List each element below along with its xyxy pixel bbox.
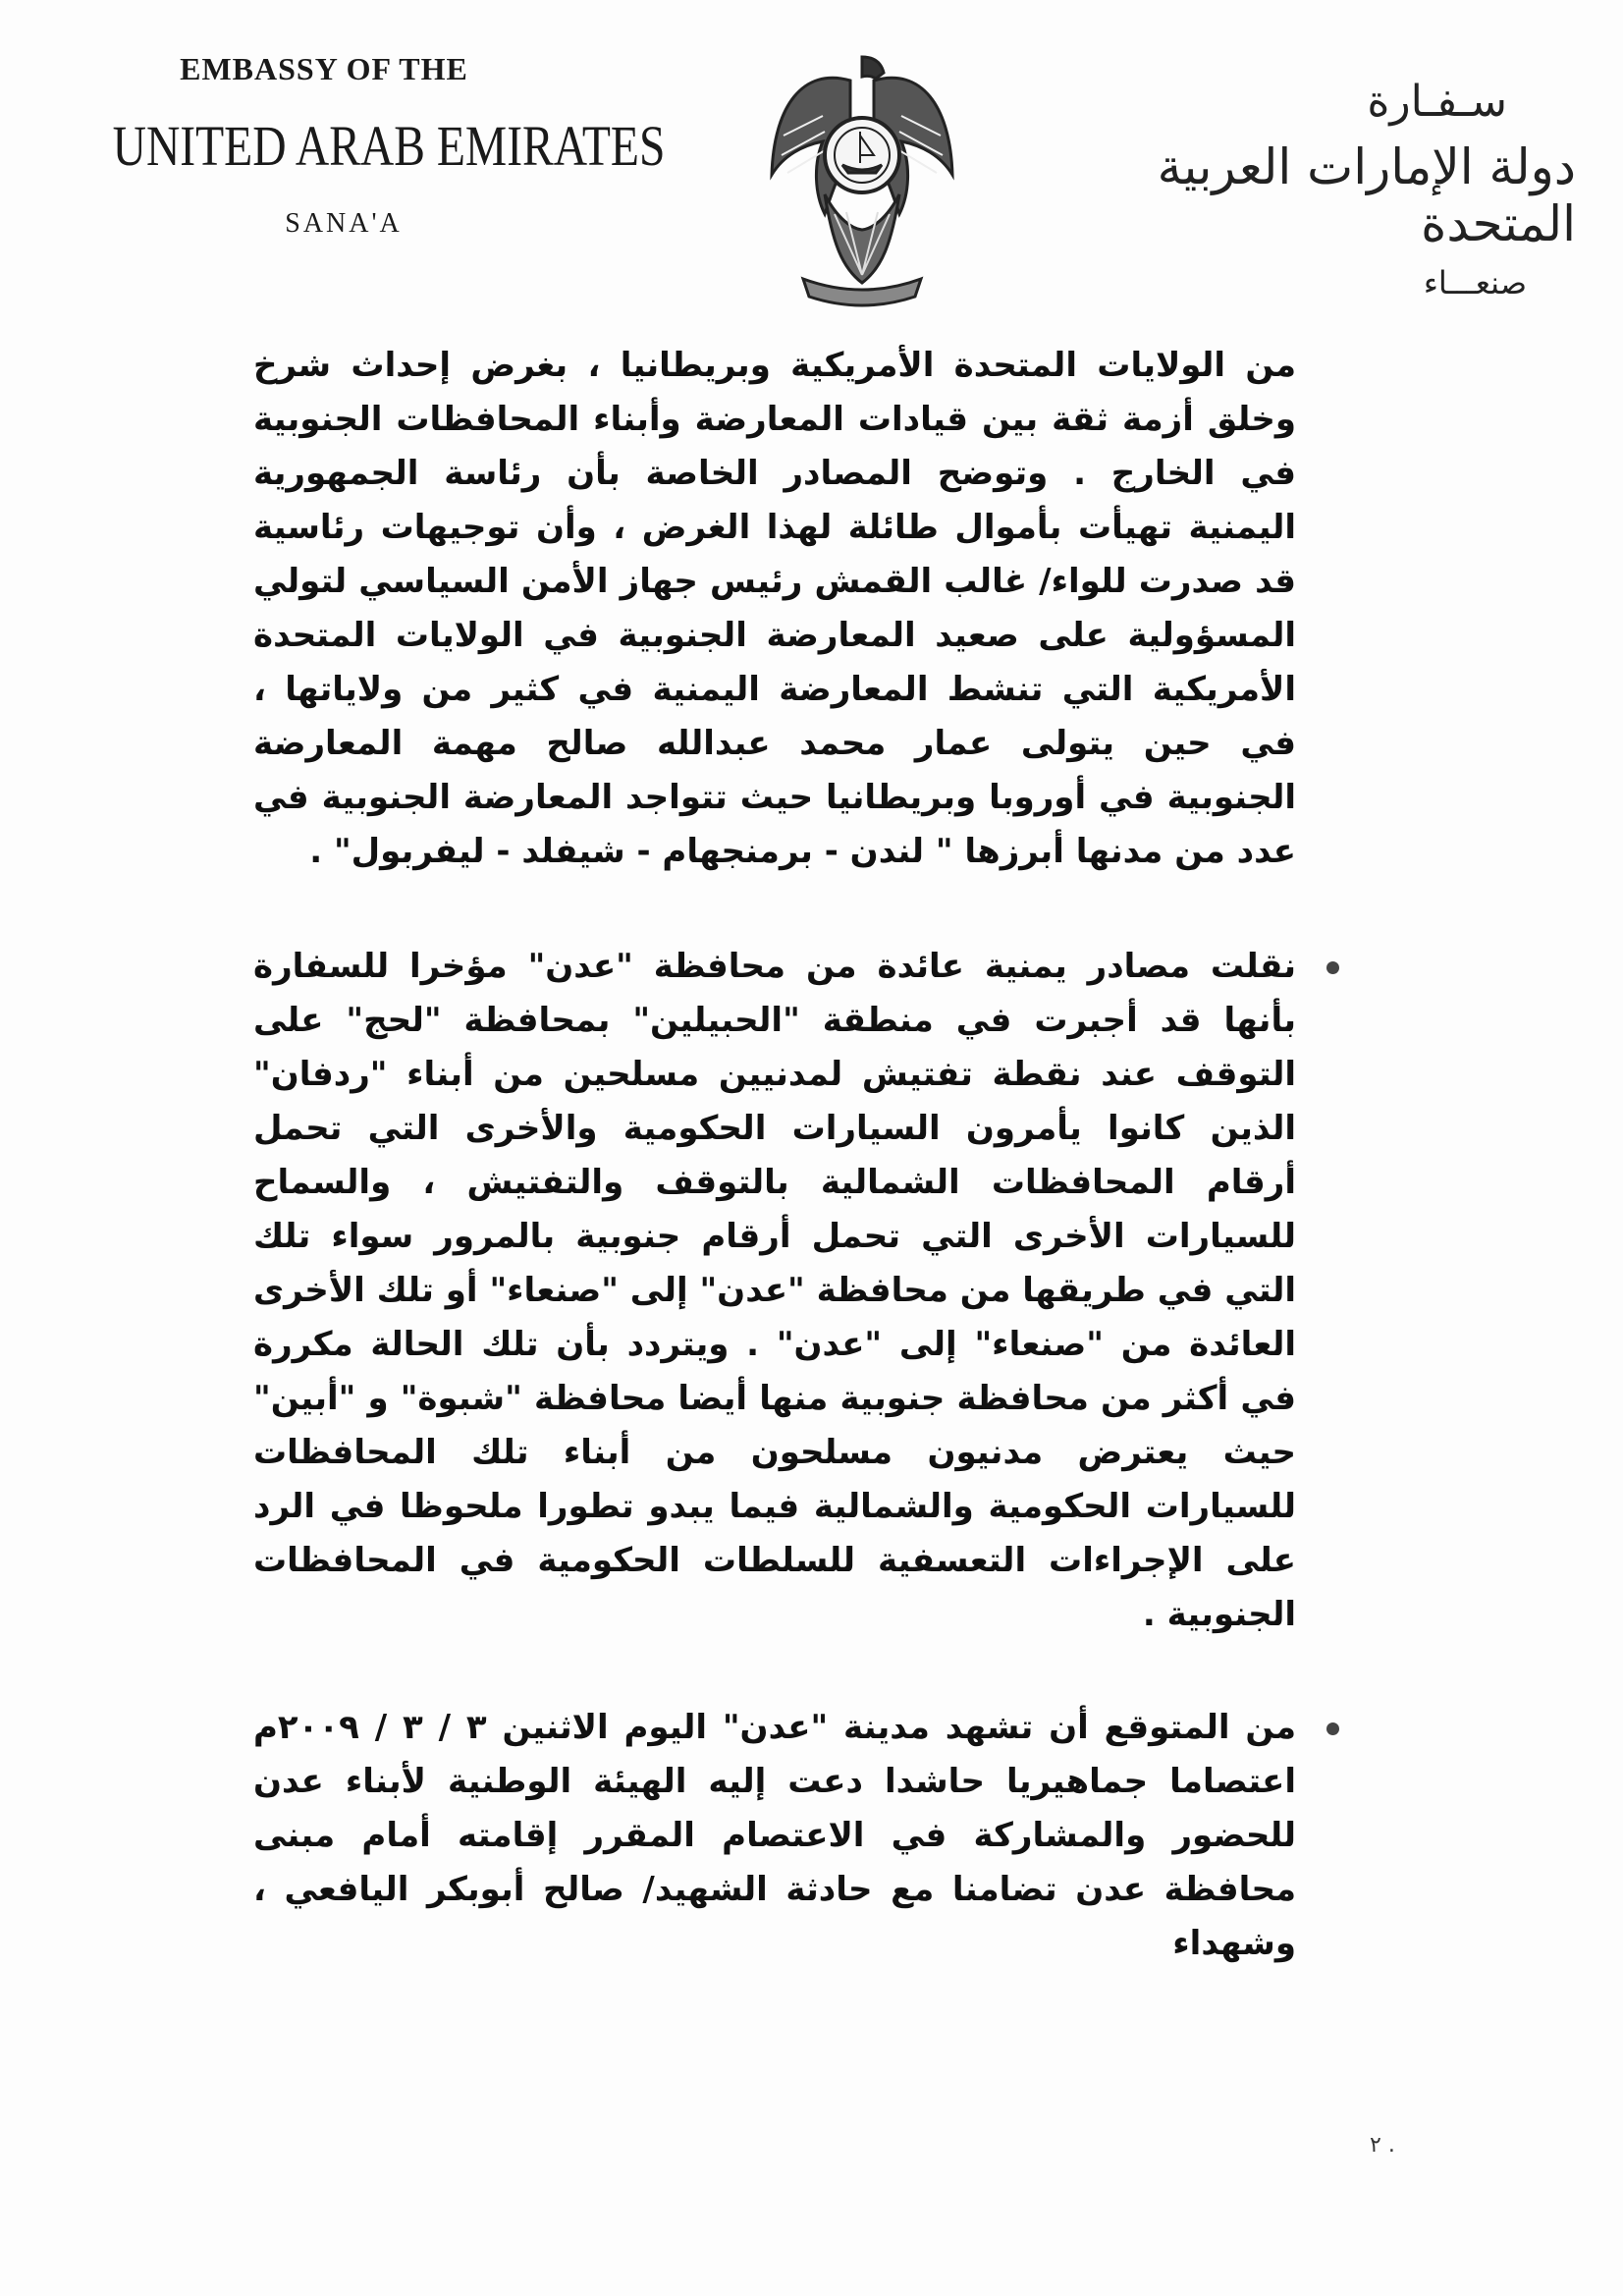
bullet-item xyxy=(253,940,1296,1642)
english-letterhead xyxy=(88,51,677,240)
letterhead-en-line2: UNITED ARAB EMIRATES xyxy=(112,114,666,178)
bullet-text: من المتوقع أن تشهد مدينة "عدن" اليوم الاثنين ٣ / ٣ / ٢٠٠٩م اعتصاما جماهيريا حاشدا دعت إليه الهيئة الوطنية لأبناء عدن للحضور والمشاركة في الاعتصام المقرر إقامته أمام مبنى محافظة عدن تضامنا مع حادثة الشهيد/ صالح أبوبكر اليافعي ، وشهداء xyxy=(253,1708,1296,1963)
letterhead-ar-line3: صنعـــاء xyxy=(1423,264,1527,301)
bullet-dot-icon xyxy=(1326,961,1339,974)
bullet-text: نقلت مصادر يمنية عائدة من محافظة "عدن" مؤخرا للسفارة بأنها قد أجبرت في منطقة "الحبيلين" بمحافظة "لحج" على التوقف عند نقطة تفتيش لمدنيين مسلحين من أبناء "ردفان" الذين كانوا يأمرون السيارات الحكومية والأخرى التي تحمل أرقام المحافظات الشمالية بالتوقف والتفتيش ، والسماح للسيارات الأخرى التي تحمل أرقام جنوبية بالمرور سواء تلك التي في طريقها من محافظة "عدن" إلى "صنعاء" أو تلك الأخرى العائدة من "صنعاء" إلى "عدن" . ويتردد بأن تلك الحالة مكررة في أكثر من محافظة جنوبية منها أيضا محافظة "شبوة" و "أبين" حيث يعترض مدنيون مسلحون من أبناء تلك المحافظات للسيارات الحكومية والشمالية فيما يبدو تطورا ملحوظا في الرد على الإجراءات التعسفية للسلطات الحكومية في المحافظات الجنوبية . xyxy=(253,947,1296,1634)
letter-body xyxy=(253,339,1296,2030)
page-number: ٢ . xyxy=(1370,2133,1395,2158)
uae-falcon-emblem-icon xyxy=(764,47,960,312)
body-paragraph: من الولايات المتحدة الأمريكية وبريطانيا ، بغرض إحداث شرخ وخلق أزمة ثقة بين قيادات المعارضة وأبناء المحافظات الجنوبية في الخارج . وتوضح المصادر الخاصة بأن رئاسة الجمهورية اليمنية تهيأت بأموال طائلة لهذا الغرض ، وأن توجيهات رئاسية قد صدرت للواء/ غالب القمش رئيس جهاز الأمن السياسي لتولي المسؤولية على صعيد المعارضة الجنوبية في الولايات المتحدة الأمريكية التي تنشط المعارضة اليمنية في كثير من ولاياتها ، في حين يتولى عمار محمد عبدالله صالح مهمة المعارضة الجنوبية في أوروبا وبريطانيا حيث تتواجد المعارضة الجنوبية في عدد من مدنها أبرزها " لندن - برمنجهام - شيفلد - ليفربول" . xyxy=(253,346,1296,871)
arabic-letterhead xyxy=(1026,77,1576,301)
letterhead-en-line1: EMBASSY OF THE xyxy=(180,51,468,86)
letterhead-en-line3: SANA'A xyxy=(285,208,403,239)
letterhead-ar-line2: دولة الإمارات العربية المتحدة xyxy=(1157,138,1576,252)
bullet-item xyxy=(253,1701,1296,1971)
letterhead-ar-line1: سـفـارة xyxy=(1367,77,1507,127)
bullet-dot-icon xyxy=(1326,1722,1339,1735)
bullet-list xyxy=(253,940,1296,1971)
